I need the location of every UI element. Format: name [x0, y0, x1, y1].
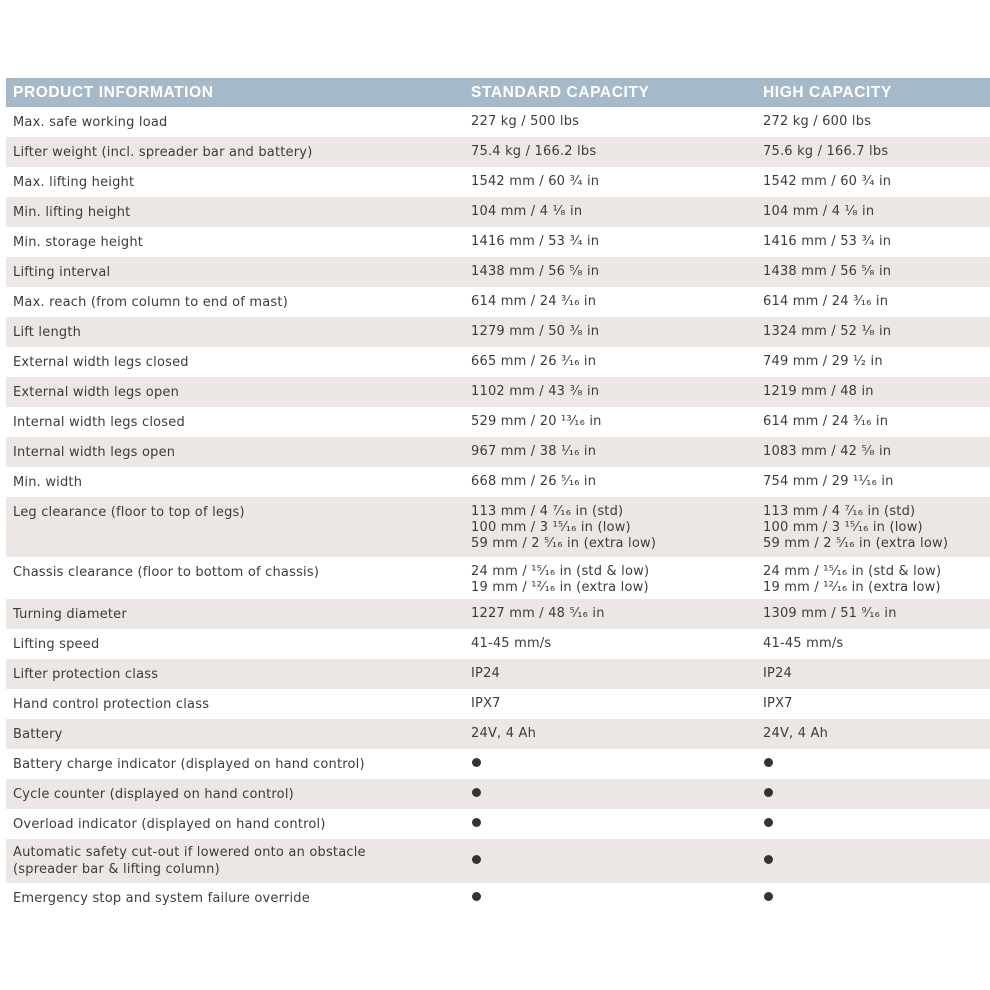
table-row: [6, 107, 990, 137]
high-capacity-value: [756, 786, 990, 802]
high-capacity-value: 104 mm / 4 ¹⁄₈ in: [763, 204, 875, 219]
standard-capacity-value: 665 mm / 26 ³⁄₁₆ in: [471, 354, 597, 369]
table-row: [6, 839, 990, 883]
included-dot-icon: [472, 788, 481, 797]
standard-capacity-value: 1416 mm / 53 ³⁄₄ in: [471, 234, 600, 249]
table-row: [6, 599, 990, 629]
spec-label: Internal width legs open: [13, 444, 176, 460]
standard-capacity-value: 24V, 4 Ah: [471, 726, 537, 741]
high-capacity-value: 41-45 mm/s: [763, 636, 844, 651]
spec-label: Lifting interval: [13, 264, 111, 280]
table-row: [6, 347, 990, 377]
spec-label: Lift length: [13, 324, 82, 340]
included-dot-icon: [764, 855, 773, 864]
high-capacity-value: 113 mm / 4 ⁷⁄₁₆ in (std) 100 mm / 3 ¹⁵⁄₁₆ in (low) 59 mm / 2 ⁵⁄₁₆ in (extra low): [763, 504, 949, 551]
included-dot-icon: [472, 855, 481, 864]
high-capacity-value: 614 mm / 24 ³⁄₁₆ in: [763, 294, 889, 309]
spec-label: Min. storage height: [13, 234, 144, 250]
table-row: [6, 689, 990, 719]
high-capacity-value: 272 kg / 600 lbs: [763, 114, 872, 129]
spec-label: Max. safe working load: [13, 114, 168, 130]
spec-label: External width legs open: [13, 384, 180, 400]
standard-capacity-value: 24 mm / ¹⁵⁄₁₆ in (std & low) 19 mm / ¹²⁄₁₆ in (extra low): [471, 564, 650, 595]
high-capacity-value: 614 mm / 24 ³⁄₁₆ in: [763, 414, 889, 429]
included-dot-icon: [764, 892, 773, 901]
standard-capacity-value: 1542 mm / 60 ³⁄₄ in: [471, 174, 600, 189]
spec-label: Chassis clearance (floor to bottom of chassis): [13, 565, 320, 580]
included-dot-icon: [472, 818, 481, 827]
header-high-capacity: HIGH CAPACITY: [763, 83, 892, 101]
spec-label: Lifting speed: [13, 636, 100, 652]
standard-capacity-value: 113 mm / 4 ⁷⁄₁₆ in (std) 100 mm / 3 ¹⁵⁄₁₆ in (low) 59 mm / 2 ⁵⁄₁₆ in (extra low): [471, 504, 657, 551]
table-row: [6, 467, 990, 497]
spec-label: Min. lifting height: [13, 204, 131, 220]
high-capacity-value: IP24: [763, 666, 793, 681]
standard-capacity-value: 967 mm / 38 ¹⁄₁₆ in: [471, 444, 597, 459]
spec-label: External width legs closed: [13, 354, 189, 370]
high-capacity-value: 24 mm / ¹⁵⁄₁₆ in (std & low) 19 mm / ¹²⁄₁₆ in (extra low): [763, 564, 942, 595]
spec-label: Lifter protection class: [13, 666, 159, 682]
spec-label: Min. width: [13, 474, 83, 490]
standard-capacity-value: 104 mm / 4 ¹⁄₈ in: [471, 204, 583, 219]
spec-label: Internal width legs closed: [13, 414, 185, 430]
included-dot-icon: [764, 758, 773, 767]
standard-capacity-value: 1279 mm / 50 ³⁄₈ in: [471, 324, 600, 339]
table-row: [6, 197, 990, 227]
table-row: [6, 497, 990, 557]
high-capacity-value: 24V, 4 Ah: [763, 726, 829, 741]
standard-capacity-value: 1227 mm / 48 ⁵⁄₁₆ in: [471, 606, 605, 621]
standard-capacity-value: 75.4 kg / 166.2 lbs: [471, 144, 597, 159]
high-capacity-value: 749 mm / 29 ¹⁄₂ in: [763, 354, 883, 369]
high-capacity-value: 1416 mm / 53 ³⁄₄ in: [763, 234, 892, 249]
standard-capacity-value: 614 mm / 24 ³⁄₁₆ in: [471, 294, 597, 309]
table-row: [6, 227, 990, 257]
header-product-information: PRODUCT INFORMATION: [13, 83, 214, 101]
high-capacity-value: 1309 mm / 51 ⁹⁄₁₆ in: [763, 606, 897, 621]
standard-capacity-value: [464, 890, 756, 906]
high-capacity-value: 1324 mm / 52 ¹⁄₈ in: [763, 324, 892, 339]
table-row: [6, 719, 990, 749]
standard-capacity-value: [464, 756, 756, 772]
table-row: [6, 779, 990, 809]
spec-label: Leg clearance (floor to top of legs): [13, 505, 245, 520]
table-row: [6, 377, 990, 407]
table-row: [6, 407, 990, 437]
spec-label: Cycle counter (displayed on hand control): [13, 786, 294, 802]
spec-label: Emergency stop and system failure override: [13, 890, 310, 906]
included-dot-icon: [472, 758, 481, 767]
high-capacity-value: 75.6 kg / 166.7 lbs: [763, 144, 889, 159]
standard-capacity-value: IPX7: [471, 696, 501, 711]
spec-label: Lifter weight (incl. spreader bar and battery): [13, 144, 313, 160]
spec-label: Max. reach (from column to end of mast): [13, 294, 288, 310]
standard-capacity-value: [464, 816, 756, 832]
standard-capacity-value: 1438 mm / 56 ⁵⁄₈ in: [471, 264, 600, 279]
table-row: [6, 257, 990, 287]
standard-capacity-value: [464, 786, 756, 802]
table-row: [6, 659, 990, 689]
high-capacity-value: [756, 756, 990, 772]
high-capacity-value: [756, 816, 990, 832]
spec-label: Overload indicator (displayed on hand control): [13, 816, 326, 832]
high-capacity-value: 1542 mm / 60 ³⁄₄ in: [763, 174, 892, 189]
table-row: [6, 557, 990, 599]
table-row: [6, 137, 990, 167]
table-row: [6, 287, 990, 317]
header-standard-capacity: STANDARD CAPACITY: [471, 83, 650, 101]
table-row: [6, 167, 990, 197]
standard-capacity-value: 529 mm / 20 ¹³⁄₁₆ in: [471, 414, 602, 429]
table-row: [6, 437, 990, 467]
standard-capacity-value: 41-45 mm/s: [471, 636, 552, 651]
standard-capacity-value: IP24: [471, 666, 501, 681]
product-spec-table: [6, 78, 990, 913]
table-row: [6, 883, 990, 913]
spec-label: Battery: [13, 726, 63, 742]
standard-capacity-value: 227 kg / 500 lbs: [471, 114, 580, 129]
spec-label: Max. lifting height: [13, 174, 135, 190]
high-capacity-value: IPX7: [763, 696, 793, 711]
standard-capacity-value: [464, 853, 756, 869]
table-row: [6, 317, 990, 347]
spec-label: Automatic safety cut-out if lowered onto an obstacle (spreader bar & lifting column): [13, 845, 366, 877]
table-body: [6, 107, 990, 913]
spec-label: Hand control protection class: [13, 696, 210, 712]
high-capacity-value: 1219 mm / 48 in: [763, 384, 874, 399]
spec-label: Turning diameter: [13, 606, 127, 622]
standard-capacity-value: 668 mm / 26 ⁵⁄₁₆ in: [471, 474, 597, 489]
high-capacity-value: 754 mm / 29 ¹¹⁄₁₆ in: [763, 474, 894, 489]
high-capacity-value: [756, 853, 990, 869]
table-header: [6, 78, 990, 107]
table-row: [6, 629, 990, 659]
table-row: [6, 809, 990, 839]
spec-label: Battery charge indicator (displayed on hand control): [13, 756, 365, 772]
high-capacity-value: 1438 mm / 56 ⁵⁄₈ in: [763, 264, 892, 279]
table-row: [6, 749, 990, 779]
standard-capacity-value: 1102 mm / 43 ³⁄₈ in: [471, 384, 600, 399]
included-dot-icon: [764, 788, 773, 797]
included-dot-icon: [472, 892, 481, 901]
high-capacity-value: 1083 mm / 42 ⁵⁄₈ in: [763, 444, 892, 459]
included-dot-icon: [764, 818, 773, 827]
high-capacity-value: [756, 890, 990, 906]
